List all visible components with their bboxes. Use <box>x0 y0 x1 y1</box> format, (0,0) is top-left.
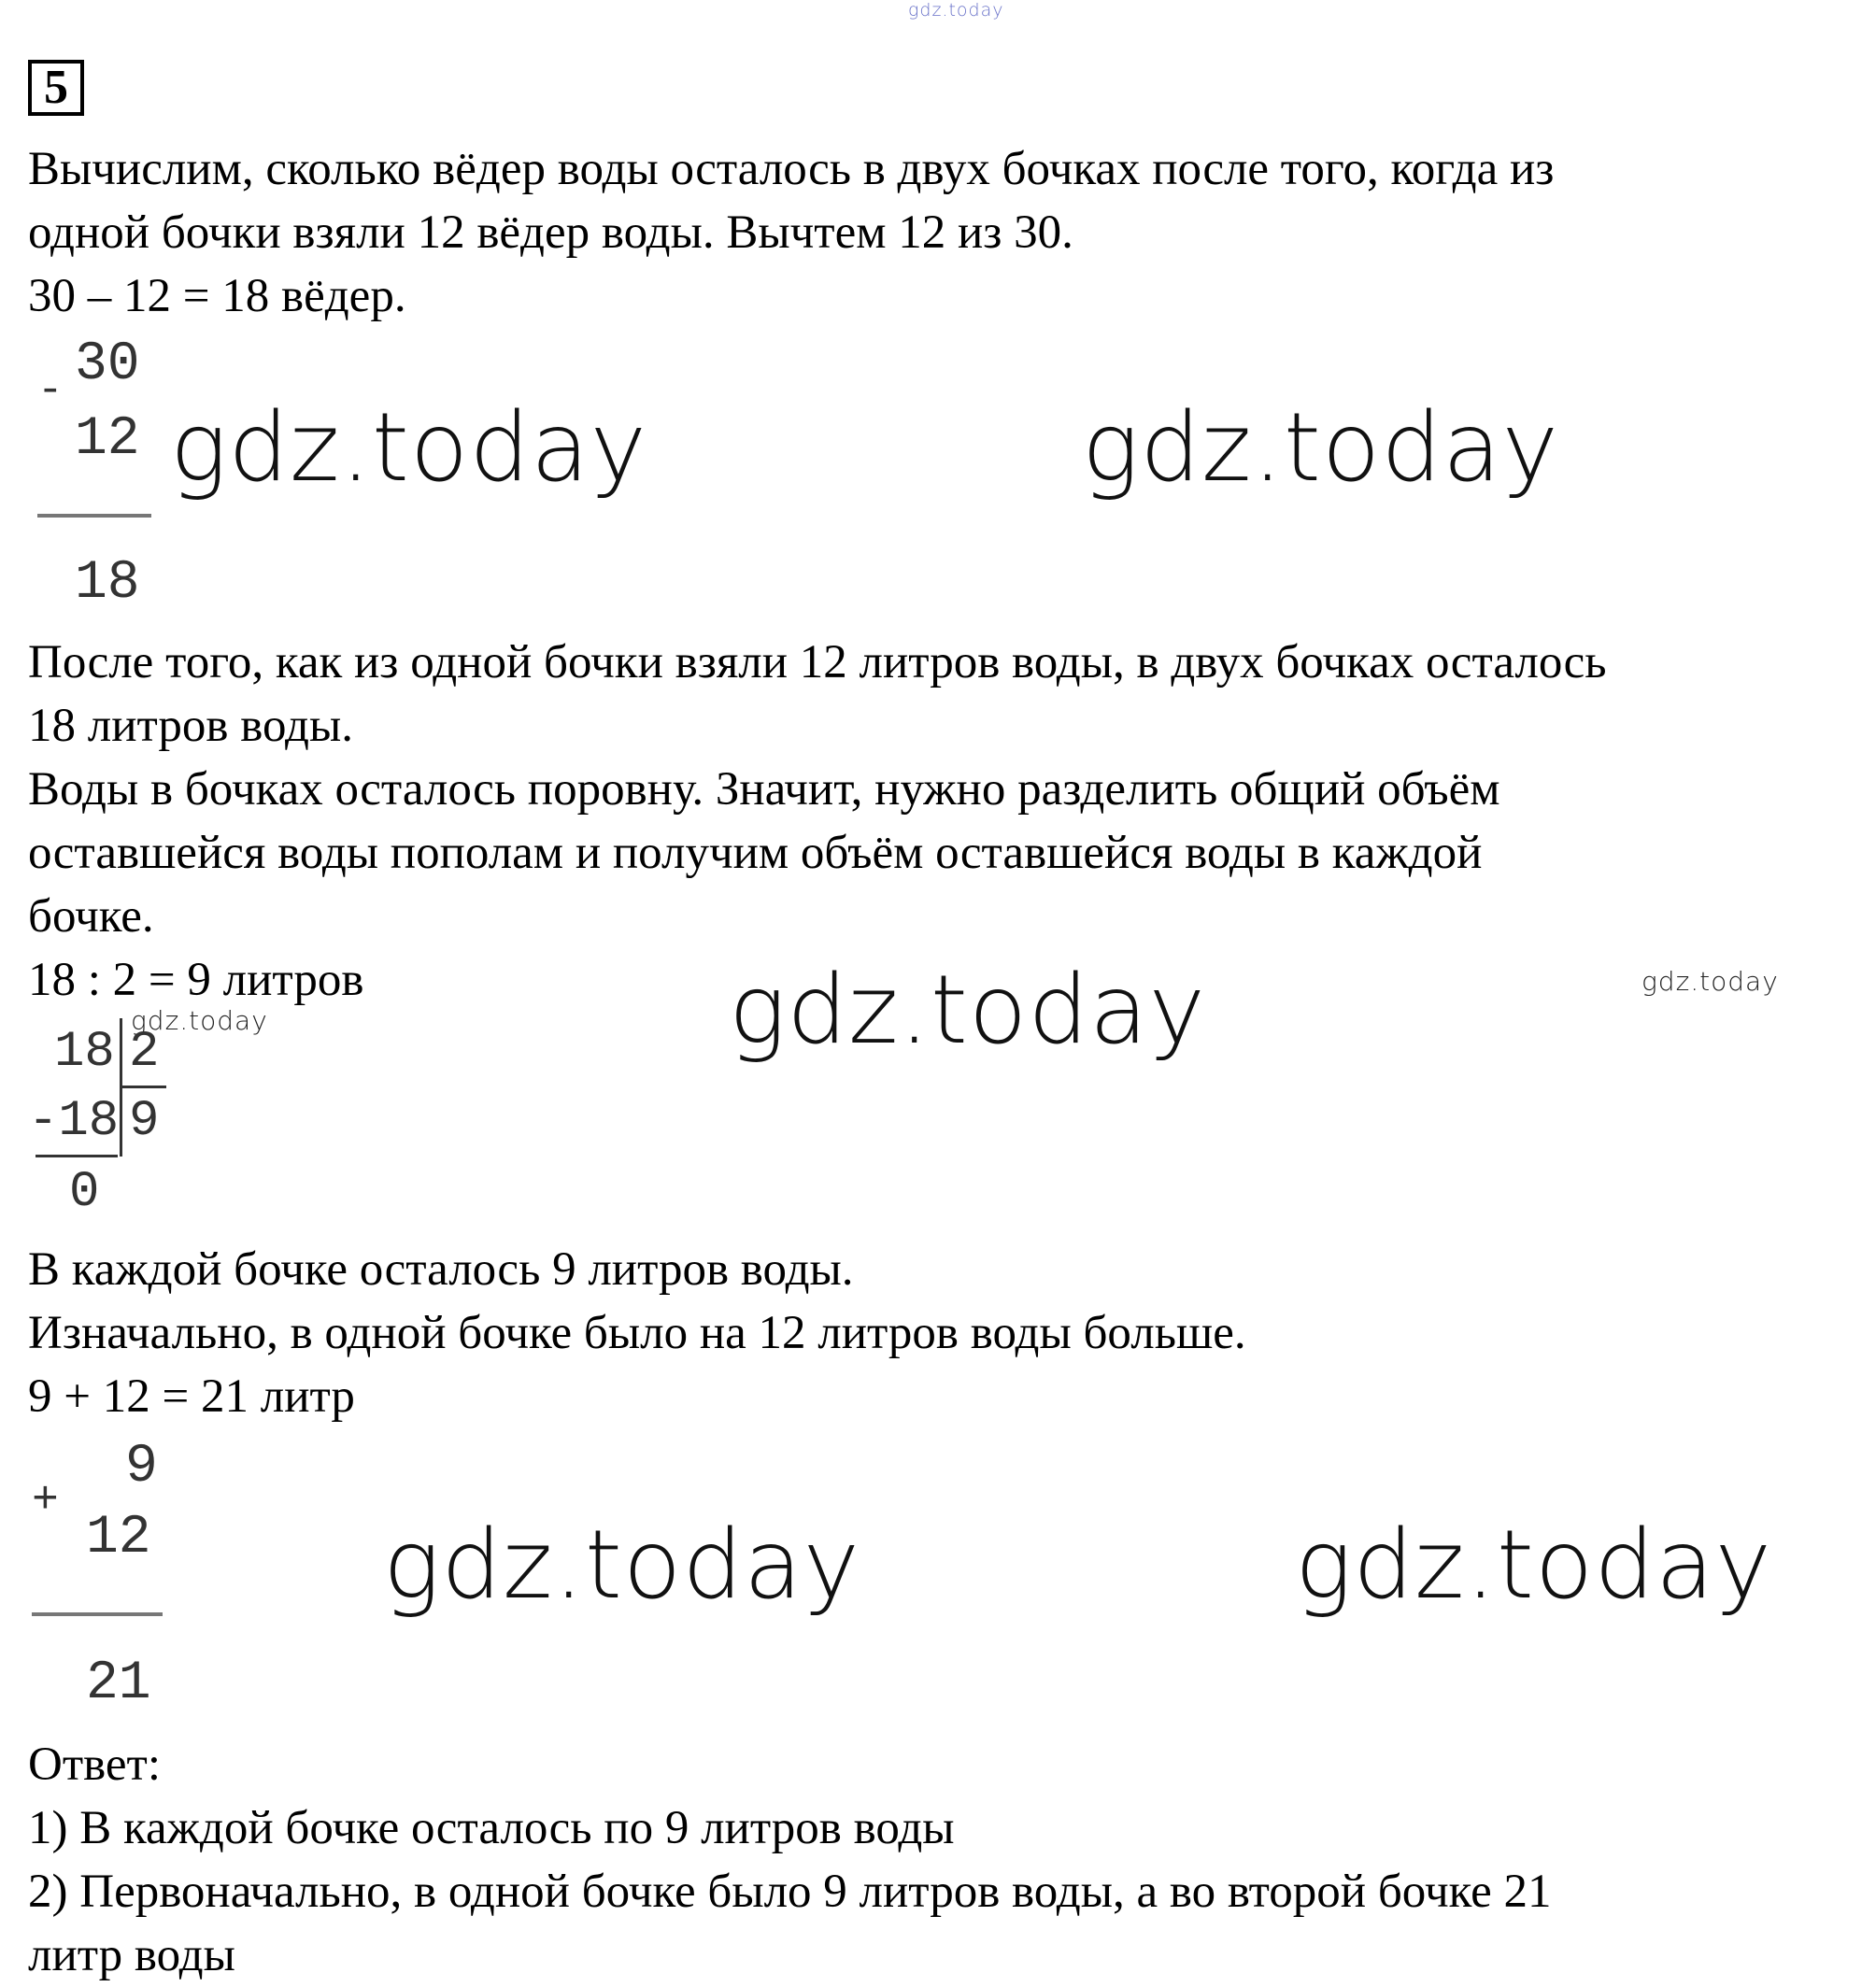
paragraph-line: оставшейся воды пополам и получим объём оставшейся воды в каждой <box>28 827 1483 879</box>
answer-item: 2) Первоначально, в одной бочке было 9 литров воды, а во второй бочке 21 <box>28 1866 1552 1918</box>
watermark: gdz.today <box>383 1510 860 1621</box>
equation-line: 18 : 2 = 9 литров <box>28 954 364 1006</box>
subtraction-sign: - <box>37 366 64 415</box>
paragraph-line: Воды в бочках осталось поровну. Значит, нужно разделить общий объём <box>28 763 1500 816</box>
division-quotient: 9 <box>129 1093 160 1150</box>
watermark: gdz.today <box>1082 392 1559 504</box>
paragraph-line: одной бочки взяли 12 вёдер воды. Вычтем 12 из 30. <box>28 206 1073 259</box>
subtraction-minuend: 30 <box>75 334 140 395</box>
answer-item: 1) В каждой бочке осталось по 9 литров воды <box>28 1802 955 1854</box>
addition-first: 9 <box>125 1437 158 1497</box>
paragraph-line: Вычислим, сколько вёдер воды осталось в двух бочках после того, когда из <box>28 143 1555 195</box>
paragraph-line: бочке. <box>28 890 154 943</box>
division-dividend: 18 <box>54 1024 115 1081</box>
paragraph-line: 18 литров воды. <box>28 700 353 752</box>
division-line <box>36 1155 118 1157</box>
addition-result: 21 <box>86 1653 151 1714</box>
subtraction-line <box>37 514 151 518</box>
division-subtrahend: -18 <box>28 1093 120 1150</box>
answer-title: Ответ: <box>28 1739 161 1791</box>
subtraction-result: 18 <box>75 553 140 614</box>
watermark-top: gdz.today <box>908 0 1004 21</box>
division-divisor: 2 <box>129 1024 160 1081</box>
watermark-small: gdz.today <box>131 1005 268 1036</box>
task-number-box: 5 <box>28 60 84 116</box>
paragraph-line: Изначально, в одной бочке было на 12 литров воды больше. <box>28 1307 1246 1359</box>
equation-line: 30 – 12 = 18 вёдер. <box>28 270 406 322</box>
subtraction-subtrahend: 12 <box>75 409 140 470</box>
addition-sign: + <box>32 1476 59 1526</box>
answer-item: литр воды <box>28 1929 235 1981</box>
paragraph-line: В каждой бочке осталось 9 литров воды. <box>28 1243 854 1296</box>
watermark-small: gdz.today <box>1642 966 1779 997</box>
division-quotient-line <box>121 1086 166 1088</box>
paragraph-line: После того, как из одной бочки взяли 12 литров воды, в двух бочках осталось <box>28 636 1607 688</box>
addition-line <box>32 1612 163 1616</box>
watermark: gdz.today <box>1295 1510 1772 1621</box>
equation-line: 9 + 12 = 21 литр <box>28 1370 355 1423</box>
watermark: gdz.today <box>729 955 1206 1066</box>
addition-second: 12 <box>86 1508 151 1568</box>
division-remainder: 0 <box>69 1164 100 1221</box>
watermark: gdz.today <box>170 392 647 504</box>
